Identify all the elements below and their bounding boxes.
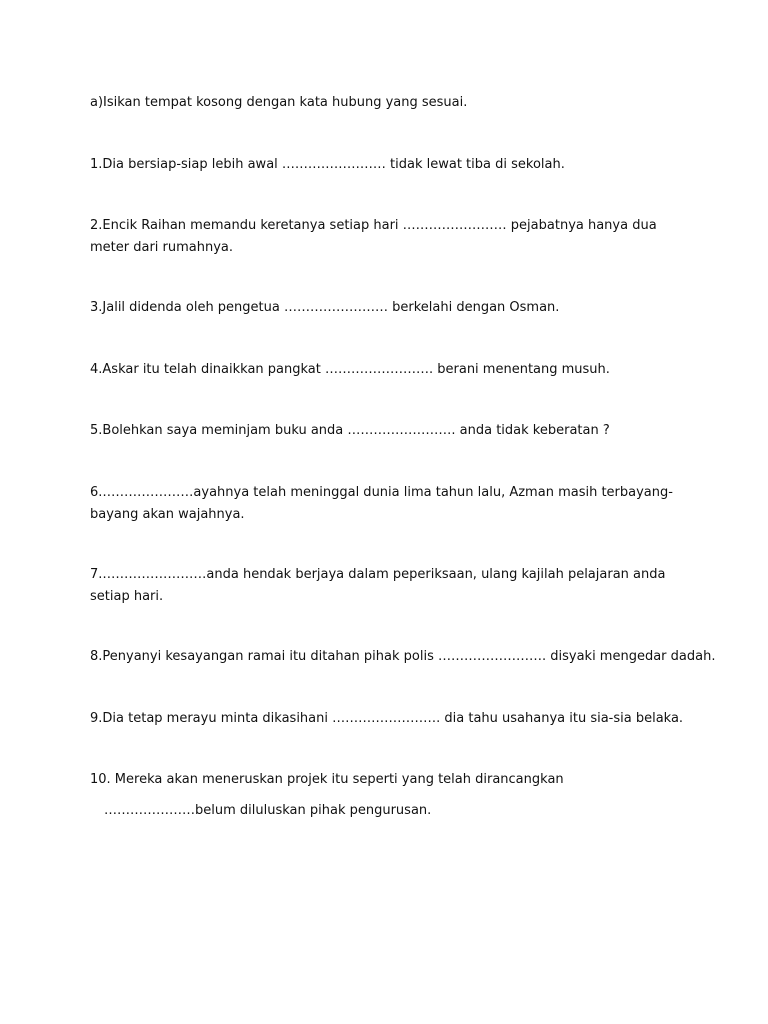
- question-4: 4.Askar itu telah dinaikkan pangkat ……………………. berani menentang musuh.: [90, 362, 610, 377]
- question-3: 3.Jalil didenda oleh pengetua …………………… berkelahi dengan Osman.: [90, 300, 560, 315]
- question-1: 1.Dia bersiap-siap lebih awal …………………… tidak lewat tiba di sekolah.: [90, 157, 565, 172]
- question-9: 9.Dia tetap merayu minta dikasihani ……………………. dia tahu usahanya itu sia-sia belaka.: [90, 711, 684, 726]
- question-10: 10. Mereka akan meneruskan projek itu seperti yang telah dirancangkan: [90, 772, 564, 787]
- question-5: 5.Bolehkan saya meminjam buku anda ……………………. anda tidak keberatan ?: [90, 423, 610, 438]
- question-6: 6.…………………ayahnya telah meninggal dunia lima tahun lalu, Azman masih terbayang-bayang akan wajahnya.: [90, 485, 673, 522]
- instruction-text: a)Isikan tempat kosong dengan kata hubung yang sesuai.: [90, 95, 468, 110]
- question-10-continuation: …………………belum diluluskan pihak pengurusan.: [104, 803, 432, 818]
- question-2: 2.Encik Raihan memandu keretanya setiap hari …………………… pejabatnya hanya dua meter dari rumahnya.: [90, 218, 657, 255]
- question-8: 8.Penyanyi kesayangan ramai itu ditahan pihak polis ……………………. disyaki mengedar dadah.: [90, 649, 716, 664]
- question-7: 7.……………………anda hendak berjaya dalam peperiksaan, ulang kajilah pelajaran anda setiap hari.: [90, 567, 666, 604]
